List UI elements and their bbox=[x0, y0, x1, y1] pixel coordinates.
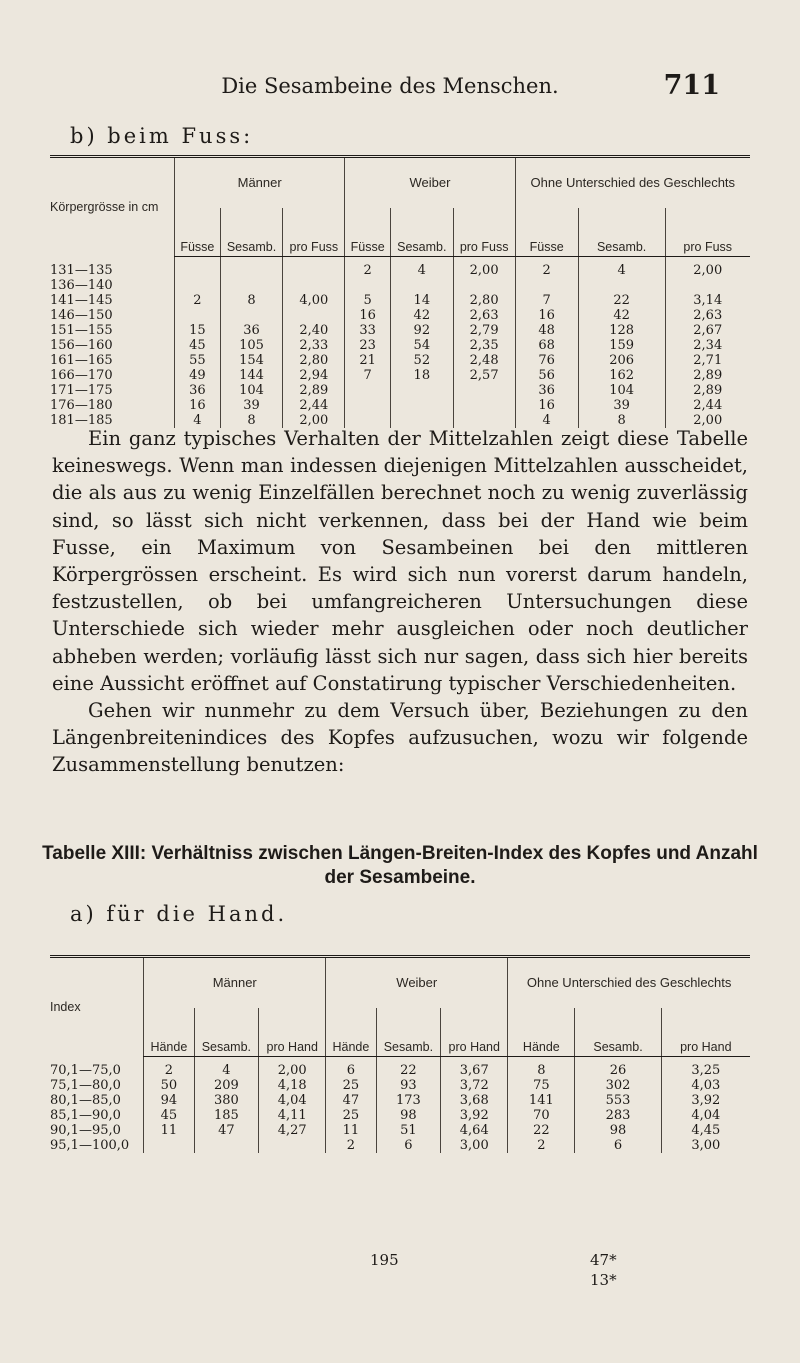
row-header: Körpergrösse in cm bbox=[50, 157, 175, 257]
row-label: 176—180 bbox=[50, 398, 113, 413]
row-label: 146—150 bbox=[50, 308, 113, 323]
col-header: Sesamb. bbox=[575, 1008, 661, 1057]
table-cell: 2,89 bbox=[665, 383, 750, 398]
table-cell: 2,63 bbox=[453, 308, 515, 323]
table-row bbox=[50, 398, 750, 413]
table-cell: 21 bbox=[345, 353, 391, 368]
table-cell: 185 bbox=[194, 1108, 259, 1123]
table-cell: 7 bbox=[515, 293, 578, 308]
table-cell: 54 bbox=[390, 338, 453, 353]
col-header: Hände bbox=[326, 1008, 376, 1057]
row-label: 85,1—90,0 bbox=[50, 1108, 121, 1123]
col-header: Füsse bbox=[175, 208, 221, 257]
table-cell: 173 bbox=[376, 1093, 441, 1108]
table-row bbox=[50, 338, 750, 353]
row-label: 181—185 bbox=[50, 413, 113, 428]
table-cell: 154 bbox=[220, 353, 283, 368]
table-cell: 52 bbox=[390, 353, 453, 368]
col-header: Füsse bbox=[515, 208, 578, 257]
table-cell: 47 bbox=[194, 1123, 259, 1138]
table-cell bbox=[283, 308, 345, 323]
table-cell: 3,92 bbox=[661, 1093, 750, 1108]
table-cell: 2,89 bbox=[283, 383, 345, 398]
table-cell: 49 bbox=[175, 368, 221, 383]
table-cell: 36 bbox=[220, 323, 283, 338]
table-cell: 3,00 bbox=[661, 1138, 750, 1153]
table-cell: 4,64 bbox=[441, 1123, 508, 1138]
table-cell bbox=[220, 278, 283, 293]
signature-line: 47* bbox=[590, 1251, 617, 1269]
col-header: pro Fuss bbox=[283, 208, 345, 257]
table-cell bbox=[220, 308, 283, 323]
page-number: 711 bbox=[663, 70, 720, 101]
table-cell bbox=[345, 398, 391, 413]
table-cell: 3,00 bbox=[441, 1138, 508, 1153]
col-header: Sesamb. bbox=[194, 1008, 259, 1057]
table-cell: 2,44 bbox=[665, 398, 750, 413]
table-cell: 209 bbox=[194, 1078, 259, 1093]
paragraph: Ein ganz typisches Verhalten der Mittelzahlen zeigt diese Tabelle keineswegs. Wenn man indessen diejenigen Mittelzahlen ausscheidet, die als aus zu wenig Einzelfällen berechnet noch zu wenig zuverlässig sind, so lässt sich nicht verkennen, dass bei der Hand wie beim Fusse, ein Maximum von Sesambeinen bei den mittleren Körpergrössen erscheint. Es wird sich nun vorerst darum handeln, festzustellen, ob bei umfangreicheren Untersuchungen diese Unterschiede sich wieder mehr ausgleichen oder noch deutlicher abheben werden; vorläufig lässt sich nur sagen, dass sich hier bereits eine Aussicht eröffnet auf Constatirung typischer Verschiedenheiten. bbox=[52, 427, 748, 695]
group-header: Männer bbox=[175, 157, 345, 209]
table-cell: 141 bbox=[508, 1093, 575, 1108]
row-header: Index bbox=[50, 957, 144, 1057]
table-cell: 45 bbox=[175, 338, 221, 353]
table-row bbox=[50, 368, 750, 383]
table-hand bbox=[50, 955, 750, 1153]
table-cell: 3,92 bbox=[441, 1108, 508, 1123]
group-header: Ohne Unterschied des Geschlechts bbox=[515, 157, 750, 209]
table-cell: 25 bbox=[326, 1108, 376, 1123]
col-header: Sesamb. bbox=[376, 1008, 441, 1057]
table-cell: 380 bbox=[194, 1093, 259, 1108]
table-cell: 75 bbox=[508, 1078, 575, 1093]
table-cell: 128 bbox=[578, 323, 665, 338]
table-row bbox=[50, 1108, 750, 1123]
table-row bbox=[50, 1057, 750, 1079]
table-cell: 3,14 bbox=[665, 293, 750, 308]
table-cell: 6 bbox=[575, 1138, 661, 1153]
table-cell bbox=[390, 398, 453, 413]
table-cell: 2,00 bbox=[283, 413, 345, 428]
table-cell: 4,18 bbox=[259, 1078, 326, 1093]
table-cell: 4,03 bbox=[661, 1078, 750, 1093]
section-label-hand: a) für die Hand. bbox=[70, 902, 288, 926]
col-header: Sesamb. bbox=[578, 208, 665, 257]
table-cell: 8 bbox=[220, 293, 283, 308]
table-cell: 2,80 bbox=[453, 293, 515, 308]
table-cell: 50 bbox=[144, 1078, 194, 1093]
table-cell: 3,68 bbox=[441, 1093, 508, 1108]
table-cell: 2 bbox=[326, 1138, 376, 1153]
table-cell: 4,11 bbox=[259, 1108, 326, 1123]
table-cell: 56 bbox=[515, 368, 578, 383]
table-cell bbox=[283, 257, 345, 279]
table-cell: 22 bbox=[578, 293, 665, 308]
table-cell: 2,00 bbox=[453, 257, 515, 279]
row-label: 151—155 bbox=[50, 323, 113, 338]
table-cell: 2,79 bbox=[453, 323, 515, 338]
table-cell: 15 bbox=[175, 323, 221, 338]
section-label-foot: b) beim Fuss: bbox=[70, 124, 254, 148]
col-header: pro Hand bbox=[259, 1008, 326, 1057]
body-text bbox=[52, 425, 748, 779]
table-cell: 98 bbox=[376, 1108, 441, 1123]
table-cell: 3,72 bbox=[441, 1078, 508, 1093]
table-cell: 2 bbox=[508, 1138, 575, 1153]
table-cell: 4 bbox=[515, 413, 578, 428]
row-label: 75,1—80,0 bbox=[50, 1078, 121, 1093]
table-cell: 105 bbox=[220, 338, 283, 353]
table-cell: 4,00 bbox=[283, 293, 345, 308]
table-cell: 2 bbox=[144, 1057, 194, 1079]
table-cell bbox=[345, 383, 391, 398]
table-cell: 2,35 bbox=[453, 338, 515, 353]
table-cell: 93 bbox=[376, 1078, 441, 1093]
group-header: Ohne Unterschied des Geschlechts bbox=[508, 957, 750, 1009]
table-cell: 2,94 bbox=[283, 368, 345, 383]
table-cell: 98 bbox=[575, 1123, 661, 1138]
col-header: pro Fuss bbox=[665, 208, 750, 257]
table-cell: 26 bbox=[575, 1057, 661, 1079]
table-cell: 2,00 bbox=[665, 413, 750, 428]
table-cell: 4,04 bbox=[661, 1108, 750, 1123]
signature-mark: 195 bbox=[370, 1251, 399, 1269]
table-body bbox=[50, 1057, 750, 1154]
table-cell: 94 bbox=[144, 1093, 194, 1108]
table-cell: 104 bbox=[220, 383, 283, 398]
table-cell: 2,00 bbox=[259, 1057, 326, 1079]
table-cell: 4 bbox=[194, 1057, 259, 1079]
col-header: Füsse bbox=[345, 208, 391, 257]
row-label: 141—145 bbox=[50, 293, 113, 308]
table-cell: 283 bbox=[575, 1108, 661, 1123]
table-cell: 68 bbox=[515, 338, 578, 353]
table-cell: 4 bbox=[175, 413, 221, 428]
table-cell: 6 bbox=[326, 1057, 376, 1079]
group-header: Männer bbox=[144, 957, 326, 1009]
table-cell: 2,63 bbox=[665, 308, 750, 323]
table-caption bbox=[40, 842, 760, 890]
table-cell: 144 bbox=[220, 368, 283, 383]
table-cell: 553 bbox=[575, 1093, 661, 1108]
table-row bbox=[50, 257, 750, 279]
table-cell: 4,27 bbox=[259, 1123, 326, 1138]
signature-line: 13* bbox=[590, 1271, 617, 1289]
col-header: pro Fuss bbox=[453, 208, 515, 257]
table-cell: 70 bbox=[508, 1108, 575, 1123]
running-title: Die Sesambeine des Menschen. bbox=[221, 74, 559, 98]
table-row bbox=[50, 353, 750, 368]
table-cell: 7 bbox=[345, 368, 391, 383]
table-body bbox=[50, 257, 750, 429]
table-cell bbox=[175, 278, 221, 293]
table-cell: 22 bbox=[376, 1057, 441, 1079]
table-cell bbox=[665, 278, 750, 293]
table-cell: 2,44 bbox=[283, 398, 345, 413]
table-cell: 8 bbox=[220, 413, 283, 428]
table-cell: 92 bbox=[390, 323, 453, 338]
table-cell: 206 bbox=[578, 353, 665, 368]
table-cell: 4,45 bbox=[661, 1123, 750, 1138]
table-cell: 159 bbox=[578, 338, 665, 353]
table-cell: 22 bbox=[508, 1123, 575, 1138]
table-row bbox=[50, 1093, 750, 1108]
table-foot bbox=[50, 155, 750, 428]
table-row bbox=[50, 308, 750, 323]
table-cell: 302 bbox=[575, 1078, 661, 1093]
table-row bbox=[50, 1123, 750, 1138]
table-cell: 2 bbox=[345, 257, 391, 279]
table-cell: 4,04 bbox=[259, 1093, 326, 1108]
table-cell: 47 bbox=[326, 1093, 376, 1108]
table-cell: 33 bbox=[345, 323, 391, 338]
table-cell: 51 bbox=[376, 1123, 441, 1138]
table-cell bbox=[453, 398, 515, 413]
row-label: 70,1—75,0 bbox=[50, 1062, 121, 1078]
row-label: 90,1—95,0 bbox=[50, 1123, 121, 1138]
table-cell: 2,67 bbox=[665, 323, 750, 338]
col-header: Hände bbox=[144, 1008, 194, 1057]
table-row bbox=[50, 1078, 750, 1093]
row-label: 161—165 bbox=[50, 353, 113, 368]
table-cell: 4 bbox=[390, 257, 453, 279]
running-head bbox=[60, 70, 720, 104]
paragraph: Gehen wir nunmehr zu dem Versuch über, Beziehungen zu den Längenbreitenindices des Kopfes aufzusuchen, wozu wir folgende Zusammenstellung benutzen: bbox=[52, 699, 748, 777]
table-cell bbox=[144, 1138, 194, 1153]
table-cell: 2,34 bbox=[665, 338, 750, 353]
row-label: 156—160 bbox=[50, 338, 113, 353]
col-header: Sesamb. bbox=[220, 208, 283, 257]
table-cell bbox=[175, 257, 221, 279]
table-row bbox=[50, 1138, 750, 1153]
table-cell: 36 bbox=[515, 383, 578, 398]
table-cell: 39 bbox=[578, 398, 665, 413]
table-cell bbox=[259, 1138, 326, 1153]
table-cell bbox=[194, 1138, 259, 1153]
table-cell: 2,48 bbox=[453, 353, 515, 368]
group-header: Weiber bbox=[345, 157, 515, 209]
table-cell: 18 bbox=[390, 368, 453, 383]
table-cell: 16 bbox=[175, 398, 221, 413]
table-cell: 8 bbox=[508, 1057, 575, 1079]
table-cell bbox=[390, 278, 453, 293]
table-cell: 11 bbox=[144, 1123, 194, 1138]
row-label: 136—140 bbox=[50, 278, 113, 293]
table-cell bbox=[175, 308, 221, 323]
table-cell: 55 bbox=[175, 353, 221, 368]
table-cell: 3,25 bbox=[661, 1057, 750, 1079]
table-cell: 2,57 bbox=[453, 368, 515, 383]
col-header: Sesamb. bbox=[390, 208, 453, 257]
row-label: 80,1—85,0 bbox=[50, 1093, 121, 1108]
table-row bbox=[50, 293, 750, 308]
table-cell: 162 bbox=[578, 368, 665, 383]
signature-mark-right bbox=[590, 1250, 617, 1290]
table-cell: 3,67 bbox=[441, 1057, 508, 1079]
table-cell: 8 bbox=[578, 413, 665, 428]
table-cell: 42 bbox=[578, 308, 665, 323]
table-cell: 2,80 bbox=[283, 353, 345, 368]
table-cell: 16 bbox=[515, 308, 578, 323]
table-cell bbox=[453, 278, 515, 293]
table-cell: 2,00 bbox=[665, 257, 750, 279]
row-label: 171—175 bbox=[50, 383, 113, 398]
table-cell: 36 bbox=[175, 383, 221, 398]
table-cell: 14 bbox=[390, 293, 453, 308]
table-cell bbox=[578, 278, 665, 293]
table-cell bbox=[283, 278, 345, 293]
table-cell bbox=[345, 278, 391, 293]
row-label: 166—170 bbox=[50, 368, 113, 383]
table-cell: 48 bbox=[515, 323, 578, 338]
table-row bbox=[50, 323, 750, 338]
table-cell: 4 bbox=[578, 257, 665, 279]
table-cell: 2,33 bbox=[283, 338, 345, 353]
row-label: 131—135 bbox=[50, 262, 113, 278]
table-cell: 104 bbox=[578, 383, 665, 398]
table-cell: 23 bbox=[345, 338, 391, 353]
table-cell: 2 bbox=[175, 293, 221, 308]
caption-title: Verhältniss zwischen Längen-Breiten-Index des Kopfes und Anzahl der Sesambeine. bbox=[151, 843, 758, 888]
col-header: Hände bbox=[508, 1008, 575, 1057]
group-header: Weiber bbox=[326, 957, 508, 1009]
table-cell: 2,40 bbox=[283, 323, 345, 338]
table-cell: 2,71 bbox=[665, 353, 750, 368]
table-cell: 42 bbox=[390, 308, 453, 323]
table-cell: 11 bbox=[326, 1123, 376, 1138]
table-cell bbox=[220, 257, 283, 279]
table-cell: 39 bbox=[220, 398, 283, 413]
table-cell: 2,89 bbox=[665, 368, 750, 383]
table-cell: 16 bbox=[515, 398, 578, 413]
table-cell: 25 bbox=[326, 1078, 376, 1093]
table-cell: 45 bbox=[144, 1108, 194, 1123]
table-row bbox=[50, 383, 750, 398]
table-cell: 6 bbox=[376, 1138, 441, 1153]
table-cell bbox=[390, 383, 453, 398]
table-cell: 76 bbox=[515, 353, 578, 368]
table-cell: 5 bbox=[345, 293, 391, 308]
table-cell bbox=[515, 278, 578, 293]
table-cell: 16 bbox=[345, 308, 391, 323]
caption-label: Tabelle XIII: bbox=[42, 843, 147, 864]
row-label: 95,1—100,0 bbox=[50, 1138, 130, 1153]
col-header: pro Hand bbox=[661, 1008, 750, 1057]
table-cell bbox=[453, 383, 515, 398]
table-row bbox=[50, 278, 750, 293]
col-header: pro Hand bbox=[441, 1008, 508, 1057]
table-cell: 2 bbox=[515, 257, 578, 279]
